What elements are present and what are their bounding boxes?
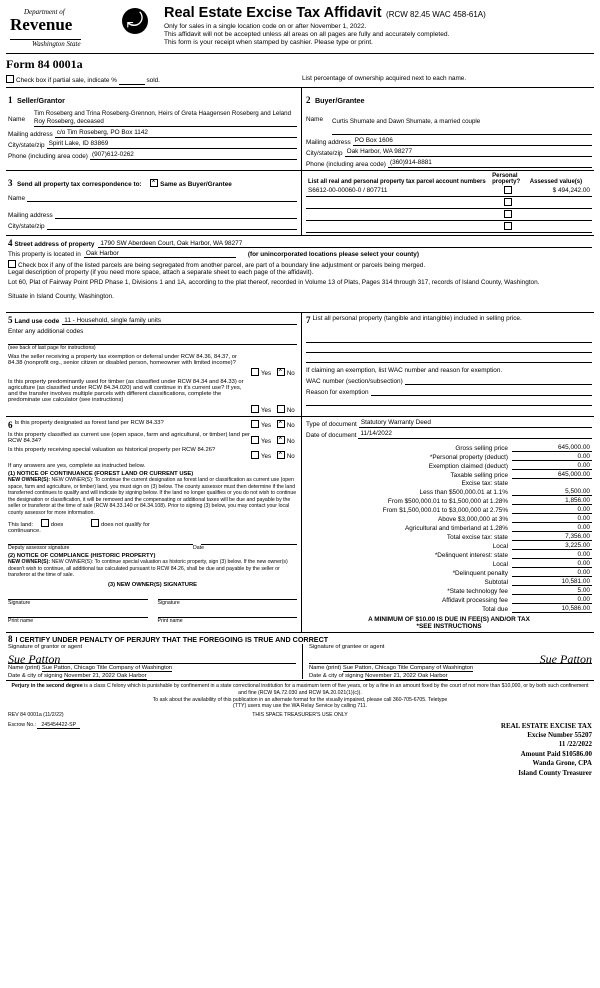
ownership-note: List percentage of ownership acquired next to each name. xyxy=(302,75,467,82)
section7-number: 7 xyxy=(306,315,311,325)
document-date-value[interactable]: 11/14/2022 xyxy=(358,430,592,439)
stamp-line-3: 11 /22/2022 xyxy=(558,740,592,749)
tax-value-1[interactable]: 0.00 xyxy=(512,453,592,461)
s6q2-no-checkbox[interactable] xyxy=(277,436,285,444)
reason-exemption-label: Reason for exemption xyxy=(306,389,369,396)
personal-property-section xyxy=(302,313,594,416)
tax-label-10: Total excise tax: state xyxy=(446,534,508,541)
situate-text: Situate in Island County, Washington. xyxy=(8,293,114,300)
designation-section xyxy=(6,417,302,632)
tax-value-8[interactable]: 0.00 xyxy=(512,515,592,523)
located-in-label: This property is located in xyxy=(8,251,81,258)
stamp-line-1: REAL ESTATE EXCISE TAX xyxy=(500,721,592,730)
escrow-label: Escrow No.: xyxy=(8,721,36,728)
tax-value-10[interactable]: 7,356.00 xyxy=(512,533,592,541)
notice-compliance-heading: (2) NOTICE OF COMPLIANCE (HISTORIC PROPERTY) xyxy=(8,553,156,559)
agency-name: Revenue xyxy=(10,15,73,34)
notice-continuance-text: NEW OWNER(S): NEW OWNER(S): To continue the current designation as forest land or classification as current use (open space, farm and agriculture, or timber) land, you must sign on (3) below. The county assessor must then determine if the land transferred continues to qualify and will indicate by signing below. If the land no longer qualifies or you do not wish to continue the designation or classification, it will be removed and the compensating or additional taxes will be due and payable by the seller or transferor at the time of sale (RCW 84.33.140 or 84.34.108). Prior to signing (3) below, you may contact your local county assessor for more information. xyxy=(8,477,297,516)
assessed-value-1[interactable] xyxy=(528,197,592,209)
personal-property-checkbox-0[interactable] xyxy=(490,185,528,197)
reason-exemption-value[interactable] xyxy=(371,387,592,396)
personal-property-line-3[interactable] xyxy=(306,353,592,363)
seller-name-label: Name xyxy=(8,116,26,123)
tax-value-3[interactable]: 645,000.00 xyxy=(512,471,592,479)
parcel-number-1[interactable] xyxy=(306,197,490,209)
section5-number: 5 xyxy=(8,315,13,325)
personal-property-line-2[interactable] xyxy=(306,343,592,353)
tax-value-0[interactable]: 645,000.00 xyxy=(512,444,592,452)
tax-label-3: Taxable selling price xyxy=(450,472,508,479)
if-any-yes-note: If any answers are yes, complete as instructed below. xyxy=(8,463,146,469)
tax-label-2: Exemption claimed (deduct) xyxy=(428,463,508,470)
seller-city-value[interactable]: Spirit Lake, ID 83869 xyxy=(47,140,297,149)
tax-label-7: From $1,500,000.01 to $3,000,000 at 2.75% xyxy=(382,507,508,514)
buyer-mailing-value[interactable]: PO Box 1606 xyxy=(353,137,592,146)
buyer-city-label: City/state/zip xyxy=(306,150,343,157)
partial-sale-row xyxy=(6,75,302,85)
additional-codes-input[interactable] xyxy=(8,335,297,345)
table-row xyxy=(306,197,592,209)
buyer-city-value[interactable]: Oak Harbor, WA 98277 xyxy=(345,148,592,157)
new-owner-sig-label-2: Signature xyxy=(157,599,180,606)
see-instructions-note: *SEE INSTRUCTIONS xyxy=(416,623,482,630)
header-sub1: Only for sales in a single location code on or after November 1, 2022. xyxy=(164,23,367,30)
revision-number: REV 84 0001a (11/2/22) xyxy=(8,711,64,718)
title-block xyxy=(156,4,594,46)
section3-city-label: City/state/zip xyxy=(8,223,45,230)
segregation-label: Check box if any of the listed parcels are being segregated from another parcel, are part of a boundary line adjustment or parcels being merged. xyxy=(18,262,426,269)
section3-name-value[interactable] xyxy=(27,193,297,202)
personal-property-checkbox-2[interactable] xyxy=(490,209,528,221)
seller-mailing-label: Mailing address xyxy=(8,131,53,138)
grantee-signature-label: Signature of grantee or agent xyxy=(309,644,385,650)
new-owner-print-label-1: Print name xyxy=(8,617,34,624)
legal-description-text[interactable]: Lot 60, Plat of Fairway Point PRD Phase 1, Divisions 1 and 1A, according to the plat thereof, recorded in Volume 13 of Plats, Pages 314 through 317, records of Island County, Washington. xyxy=(8,279,540,286)
tax-label-13: Local xyxy=(492,561,508,568)
agency-block xyxy=(6,4,156,51)
grantee-name-value[interactable]: Sue Patton, Chicago Title Company of Washington xyxy=(342,665,474,671)
seller-number: 1 xyxy=(8,95,13,105)
treasurer-use-label: THIS SPACE TREASURER'S USE ONLY xyxy=(252,711,348,718)
s6q2-no-label: No xyxy=(286,438,295,445)
tax-label-16: *State technology fee xyxy=(447,588,508,595)
parcel-table-section xyxy=(302,171,594,235)
seller-heading: Seller/Grantor xyxy=(16,96,65,105)
grantee-signature-value[interactable]: Sue Patton xyxy=(539,652,592,666)
s6q2-yes-checkbox[interactable] xyxy=(251,436,259,444)
header-sub2: This affidavit will not be accepted unless all areas on all pages are fully and accurately completed. xyxy=(164,31,450,38)
buyer-number: 2 xyxy=(306,95,311,105)
q2-yes-checkbox[interactable] xyxy=(251,405,259,413)
section7-label: List all personal property (tangible and intangible) included in selling price. xyxy=(312,315,522,322)
county-note: (for unincorporated locations please select your county) xyxy=(247,251,419,258)
stamp-line-2: Excise Number 55207 xyxy=(527,730,592,739)
additional-codes-label: Enter any additional codes xyxy=(8,328,84,335)
segregation-row xyxy=(8,260,592,269)
tax-value-18[interactable]: 10,586.00 xyxy=(512,605,592,613)
minimum-due-note: A MINIMUM OF $10.00 IS DUE IN FEE(S) AND/OR TAX xyxy=(368,616,530,623)
deputy-date-label: Date xyxy=(193,545,204,551)
q1-yes-label: Yes xyxy=(261,370,272,377)
tax-label-15: Subtotal xyxy=(484,579,508,586)
buyer-name-value[interactable]: Curtis Shumate and Dawn Shumate, a married couple xyxy=(332,110,592,135)
same-as-buyer-checkbox[interactable] xyxy=(150,179,158,187)
agency-state: Washington State xyxy=(10,39,81,48)
s6q3-yes-checkbox[interactable] xyxy=(251,451,259,459)
land-use-label: Land use code xyxy=(14,318,60,325)
land-does-qualify-checkbox[interactable] xyxy=(41,519,49,527)
assessed-col-header: Assessed value(s) xyxy=(529,179,583,185)
property-address-value[interactable]: 1790 SW Aberdeen Court, Oak Harbor, WA 98277 xyxy=(98,240,592,248)
grantor-date-value[interactable]: November 21, 2022 Oak Harbor xyxy=(64,673,147,679)
tax-value-12[interactable]: 0.00 xyxy=(512,551,592,559)
tax-label-5: Less than $500,000.01 at 1.1% xyxy=(419,489,508,496)
this-land-label: This land: xyxy=(8,522,34,528)
tax-value-6[interactable]: 1,856.00 xyxy=(512,497,592,505)
tax-value-13[interactable]: 0.00 xyxy=(512,560,592,568)
seller-phone-value[interactable]: (907)612-0262 xyxy=(90,151,297,160)
wac-number-label: WAC number (section/subsection) xyxy=(306,378,403,385)
partial-sale-checkbox[interactable] xyxy=(6,75,14,83)
rcw-citation: (RCW 82.45 WAC 458-61A) xyxy=(386,10,486,19)
stamp-line-4: Amount Paid $10586.00 xyxy=(520,749,592,758)
partial-sale-sold: sold. xyxy=(146,77,160,84)
table-row xyxy=(306,221,592,233)
tax-label-9: Agricultural and timberland at 1.28% xyxy=(404,525,508,532)
agency-dept-label: Department of xyxy=(24,8,65,16)
buyer-section xyxy=(302,88,594,170)
tax-value-5[interactable]: 5,500.00 xyxy=(512,488,592,496)
section4-label: Street address of property xyxy=(14,241,95,248)
section8-number: 8 xyxy=(8,634,13,644)
q1-yes-checkbox[interactable] xyxy=(251,368,259,376)
grantee-signature-block xyxy=(302,644,592,679)
table-row xyxy=(306,209,592,221)
document-type-value[interactable]: Statutory Warranty Deed xyxy=(359,419,592,428)
s6q1-no-checkbox[interactable] xyxy=(277,420,285,428)
section3-mailing-value[interactable] xyxy=(55,210,297,219)
parcel-table xyxy=(306,173,592,233)
land-not-qualify-checkbox[interactable] xyxy=(91,519,99,527)
tax-value-11[interactable]: 3,225.00 xyxy=(512,542,592,550)
personal-property-checkbox-3[interactable] xyxy=(490,221,528,233)
section4-number: 4 xyxy=(8,238,13,248)
buyer-mailing-label: Mailing address xyxy=(306,139,351,146)
document-type-label: Type of document xyxy=(306,421,357,428)
grantor-signature-label: Signature of grantor or agent xyxy=(8,644,83,650)
q2-no-label: No xyxy=(286,407,295,414)
footer-section xyxy=(6,680,594,780)
section5-question2: Is this property predominantly used for timber (as classified under RCW 84.34 and 84.33) or agriculture (as classified under RCW 84.34.020) and will continue in it's current use? If yes, and the transfer involves multiple parcels with different classifications, complete the predominate use calculator (see instructions) xyxy=(8,379,244,403)
tax-value-15[interactable]: 10,581.00 xyxy=(512,578,592,586)
continuance-word: continuance. xyxy=(8,528,41,534)
land-use-value[interactable]: 11 - Household, single family units xyxy=(62,317,297,325)
s6q3-no-label: No xyxy=(286,453,295,460)
assessed-value-2[interactable] xyxy=(528,209,592,221)
tax-label-12: *Delinquent interest: state xyxy=(434,552,508,559)
buyer-name-label: Name xyxy=(306,116,324,123)
parcel-col-header: List all real and personal property tax parcel account numbers xyxy=(308,179,486,185)
perjury-text xyxy=(8,683,592,697)
treasurer-stamp xyxy=(298,722,592,779)
stamp-line-6: Island County Treasurer xyxy=(518,768,592,777)
section3-name-label: Name xyxy=(8,195,26,202)
section3-city-value[interactable] xyxy=(47,221,297,230)
grantor-signature-value[interactable]: Sue Patton xyxy=(8,652,61,666)
grantor-signature-block xyxy=(8,644,302,679)
located-in-value[interactable]: Oak Harbor xyxy=(84,250,236,258)
buyer-heading: Buyer/Grantee xyxy=(314,96,365,105)
section3-heading: Send all property tax correspondence to: xyxy=(16,181,142,188)
s6q2-yes-label: Yes xyxy=(261,438,272,445)
document-date-label: Date of document xyxy=(306,432,357,439)
perjury-bold: Perjury in the second degree xyxy=(11,683,83,689)
s6q3-yes-label: Yes xyxy=(261,453,272,460)
escrow-value[interactable]: 245454422-SP xyxy=(37,722,80,729)
land-not-label: does not qualify for xyxy=(100,522,150,528)
section3-number: 3 xyxy=(8,178,13,188)
exemption-instructions: If claiming an exemption, list WAC number and reason for exemption. xyxy=(306,367,503,374)
assessed-value-3[interactable] xyxy=(528,221,592,233)
tty-note: (TTY) users may use the WA Relay Service by calling 711. xyxy=(232,702,368,709)
ada-note: To ask about the availability of this publication in an alternate format for the visually impaired, please call 360-705-6705. Teletype xyxy=(152,696,448,703)
tax-label-14: *Delinquent penalty xyxy=(452,570,508,577)
new-owner-signature-heading: (3) NEW OWNER(S) SIGNATURE xyxy=(107,581,198,588)
tax-calculation-section xyxy=(302,417,594,632)
personal-property-line-1[interactable] xyxy=(306,333,592,343)
tax-label-18: Total due xyxy=(482,606,508,613)
certification-heading: I CERTIFY UNDER PENALTY OF PERJURY THAT THE FOREGOING IS TRUE AND CORRECT xyxy=(15,634,329,644)
new-owner-print-label-2: Print name xyxy=(157,617,183,624)
s6q3-no-checkbox[interactable] xyxy=(277,451,285,459)
page-title: Real Estate Excise Tax Affidavit xyxy=(164,5,382,21)
table-row xyxy=(306,185,592,197)
tax-label-8: Above $3,000,000 at 3% xyxy=(438,516,508,523)
tax-label-1: *Personal property (deduct) xyxy=(429,454,508,461)
s6q1-yes-label: Yes xyxy=(261,422,272,429)
deputy-assessor-signature-label: Deputy assessor signature xyxy=(8,545,70,551)
grantor-date-label: Date & city of signing xyxy=(8,673,63,679)
revenue-logo-icon: ⤾ xyxy=(122,8,148,34)
tax-label-11: Local xyxy=(492,543,508,550)
personal-property-checkbox-1[interactable] xyxy=(490,197,528,209)
tax-value-14[interactable]: 0.00 xyxy=(512,569,592,577)
property-address-section xyxy=(6,235,594,312)
grantee-date-value[interactable]: November 21, 2022 Oak Harbor xyxy=(365,673,448,679)
section6-number: 6 xyxy=(8,420,13,430)
tax-value-17[interactable]: 0.00 xyxy=(512,596,592,604)
see-back-note: (see back of last page for instructions) xyxy=(8,345,96,351)
assessed-value-0[interactable]: $ 494,242.00 xyxy=(528,185,592,197)
notice-compliance-text: NEW OWNER(S): NEW OWNER(S): To continue special valuation as historic property, sign (3) below. If the new owner(s) doesn't wish to continue, all additional tax calculated pursuant to RCW 84.26, shall be due and payable by the seller or transferor at the time of sale. xyxy=(8,559,288,578)
grantor-name-value[interactable]: Sue Patton, Chicago Title Company of Washington xyxy=(41,665,173,671)
tax-value-16[interactable]: 5.00 xyxy=(512,587,592,595)
s6q1-no-label: No xyxy=(286,422,295,429)
parcel-number-3[interactable] xyxy=(306,221,490,233)
seller-name-value[interactable]: Tim Roseberg and Trina Roseberg-Grennon, Heirs of Greta Haagensen Roseberg and Leland Roy Roseberg, deceased xyxy=(34,110,297,127)
notice-continuance-heading: (1) NOTICE OF CONTINUANCE (FOREST LAND OR CURRENT USE) xyxy=(8,471,194,477)
document-header xyxy=(6,4,594,54)
correspondence-section xyxy=(6,171,302,235)
tax-label-4: Excise tax: state xyxy=(461,480,508,487)
segregation-checkbox[interactable] xyxy=(8,260,16,268)
seller-phone-label: Phone (including area code) xyxy=(8,153,88,160)
q2-yes-label: Yes xyxy=(261,407,272,414)
header-sub3: This form is your receipt when stamped by cashier. Please type or print. xyxy=(164,39,373,46)
grantee-date-label: Date & city of signing xyxy=(309,673,364,679)
seller-city-label: City/state/zip xyxy=(8,142,45,149)
legal-description-label: Legal description of property (if you need more space, attach a separate sheet to each page of the affidavit). xyxy=(8,269,314,276)
stamp-line-5: Wanda Grone, CPA xyxy=(532,759,592,768)
grantee-name-label: Name (print) xyxy=(309,665,342,671)
new-owner-sig-label-1: Signature xyxy=(8,599,31,606)
s6q1-yes-checkbox[interactable] xyxy=(251,420,259,428)
grantor-name-label: Name (print) xyxy=(8,665,41,671)
seller-mailing-value[interactable]: c/o Tim Roseberg, PO Box 1142 xyxy=(55,129,297,138)
perjury-body: is a class C felony which is punishable by confinement in a state correctional institution for a maximum term of five years, or by a fine in an amount fixed by the court of not more than $10,000, or by both such confinement and fine (RCW 9A.72.030 and RCW 9A.20.021(1)(c)). xyxy=(84,683,589,696)
parcel-number-0[interactable]: S6612-00-00060-0 / 807711 xyxy=(306,185,490,197)
section6-question3: Is this property receiving special valuation as historical property per RCW 84.26? xyxy=(8,447,216,453)
section6-question1: Is this property designated as forest land per RCW 84.33? xyxy=(14,420,164,426)
certification-section xyxy=(6,632,594,680)
q1-no-checkbox[interactable] xyxy=(277,368,285,376)
land-use-section xyxy=(6,313,302,416)
parcel-number-2[interactable] xyxy=(306,209,490,221)
section3-mailing-label: Mailing address xyxy=(8,212,53,219)
seller-section xyxy=(6,88,302,170)
buyer-phone-value[interactable]: (360)914-8881 xyxy=(388,159,592,168)
partial-sale-label: Check box if partial sale, indicate % xyxy=(16,77,117,84)
section6-question2: Is this property classified as current use (open space, farm and agricultural, or timber) land per RCW 84.34? xyxy=(8,432,250,444)
buyer-phone-label: Phone (including area code) xyxy=(306,161,386,168)
tax-label-0: Gross selling price xyxy=(455,445,508,452)
q2-no-checkbox[interactable] xyxy=(277,405,285,413)
section5-question1: Was the seller receiving a property tax exemption or deferral under RCW 84.36, 84.37, or 84.38 (nonprofit org., senior citizen or disabled person, homeowner with limited income)? xyxy=(8,354,237,366)
wac-number-value[interactable] xyxy=(405,376,592,385)
reason-exemption-line-2[interactable] xyxy=(306,396,592,406)
tax-label-6: From $500,000.01 to $1,500,000 at 1.28% xyxy=(387,498,508,505)
tax-value-2[interactable]: 0.00 xyxy=(512,462,592,470)
personal-property-col-header: Personal property? xyxy=(492,173,521,185)
tax-label-17: Affidavit processing fee xyxy=(442,597,508,604)
land-does-label: does xyxy=(50,522,64,528)
form-number: Form 84 0001a xyxy=(6,57,83,71)
tax-value-7[interactable]: 0.00 xyxy=(512,506,592,514)
tax-value-9[interactable]: 0.00 xyxy=(512,524,592,532)
q1-no-label: No xyxy=(286,370,295,377)
same-as-buyer-label: Same as Buyer/Grantee xyxy=(160,181,232,188)
